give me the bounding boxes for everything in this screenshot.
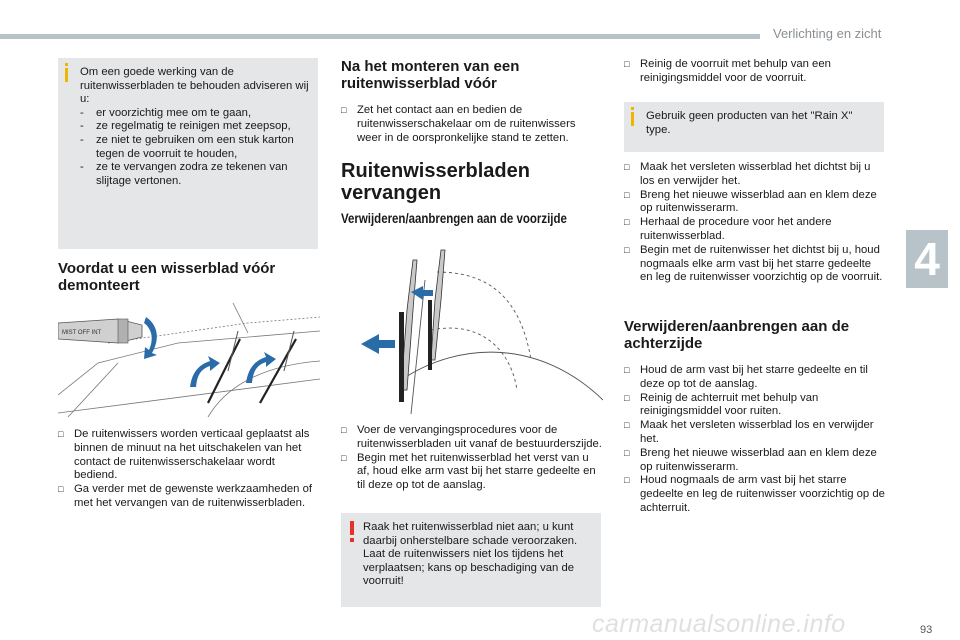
list-item bbox=[341, 452, 603, 493]
svg-text:MIST OFF INT: MIST OFF INT bbox=[62, 330, 102, 336]
heading-replace-blades: Ruitenwisserbladen vervangen bbox=[341, 160, 530, 204]
chapter-title: Verlichting en zicht bbox=[773, 26, 882, 41]
list-item: - er voorzichtig mee om te gaan, bbox=[80, 107, 312, 121]
info-box-care bbox=[58, 58, 318, 249]
arrow-left-icon bbox=[361, 334, 395, 354]
list-item-text: Begin met het ruitenwisserblad het verst van u af, houd elke arm vast bij het starre gedeelte en til deze op tot de aanslag. bbox=[357, 451, 596, 492]
info-intro: Om een goede werking van de ruitenwisserbladen te behouden adviseren wij u: bbox=[80, 66, 309, 106]
list-item bbox=[624, 244, 886, 285]
list-item bbox=[624, 189, 886, 217]
list-item bbox=[341, 424, 603, 452]
checkbox-bullet-icon: □ bbox=[624, 59, 630, 69]
info-icon bbox=[631, 107, 634, 110]
steps-after-mount bbox=[341, 104, 603, 145]
list-item bbox=[624, 58, 886, 86]
checkbox-bullet-icon: □ bbox=[624, 420, 630, 431]
checkbox-bullet-icon: □ bbox=[624, 162, 630, 172]
warning-icon bbox=[350, 521, 354, 535]
steps-before-demount bbox=[58, 428, 320, 511]
stalk-arrow-icon bbox=[144, 317, 157, 359]
checkbox-bullet-icon: □ bbox=[624, 189, 630, 200]
list-item bbox=[624, 216, 886, 244]
steps-rear-removal bbox=[624, 364, 886, 516]
heading-front-removal: Verwijderen/aanbrengen aan de voorzijde bbox=[341, 210, 567, 226]
list-item-text: Reinig de voorruit met behulp van een reinigingsmiddel voor de voorruit. bbox=[640, 58, 831, 84]
checkbox-bullet-icon: □ bbox=[624, 244, 630, 255]
info-rainx-text: Gebruik geen producten van het "Rain X" type. bbox=[646, 110, 853, 136]
list-item: - ze te vervangen zodra ze tekenen van slijtage vertonen. bbox=[80, 161, 312, 188]
list-item bbox=[624, 364, 886, 392]
watermark: carmanualsonline.info bbox=[592, 610, 846, 638]
info-icon-bar bbox=[631, 112, 634, 126]
checkbox-bullet-icon: □ bbox=[624, 365, 630, 375]
warning-icon-dot bbox=[350, 538, 354, 542]
info-icon bbox=[65, 63, 68, 66]
figure-blade-lift bbox=[341, 240, 603, 414]
list-item-text: Breng het nieuwe wisserblad aan en klem deze op ruitenwisserarm. bbox=[640, 446, 877, 473]
list-item-text: Begin met de ruitenwisser het dichtst bij u, houd nogmaals elke arm vast bij het starre gedeelte en leg de ruitenwisser voorzichtig op de voorruit. bbox=[640, 243, 883, 284]
list-item bbox=[624, 392, 886, 420]
list-item bbox=[624, 161, 886, 189]
list-item-text: Zet het contact aan en bedien de ruitenwisserschakelaar om de ruitenwissers weer in de oorspronkelijke stand te zetten. bbox=[357, 104, 576, 144]
steps-replace-front bbox=[624, 161, 886, 285]
figure-wipers-vertical bbox=[58, 303, 320, 417]
chapter-number: 4 bbox=[914, 233, 940, 285]
checkbox-bullet-icon: □ bbox=[341, 105, 347, 115]
checkbox-bullet-icon: □ bbox=[624, 447, 630, 458]
list-item-text: De ruitenwissers worden verticaal geplaatst als binnen de minuut na het uitschakelen van het contact de ruitenwisserschakelaar wordt bediend. bbox=[74, 428, 310, 482]
list-item-text: Breng het nieuwe wisserblad aan en klem deze op ruitenwisserarm. bbox=[640, 188, 877, 215]
curved-arrow-icon bbox=[190, 356, 220, 387]
list-item bbox=[58, 428, 320, 483]
info-icon-bar bbox=[65, 68, 68, 82]
checkbox-bullet-icon: □ bbox=[341, 425, 347, 435]
list-item bbox=[624, 419, 886, 447]
list-item-text: Houd nogmaals de arm vast bij het starre gedeelte en leg de ruitenwisser voorzichtig op de achterruit. bbox=[640, 474, 885, 514]
checkbox-bullet-icon: □ bbox=[624, 475, 630, 486]
list-item-text: Maak het versleten wisserblad los en verwijder het. bbox=[640, 419, 874, 445]
checkbox-bullet-icon: □ bbox=[58, 484, 64, 495]
chapter-number-tab bbox=[906, 230, 948, 288]
checkbox-bullet-icon: □ bbox=[624, 392, 630, 403]
list-item bbox=[341, 104, 603, 145]
list-item-text: Reinig de achterruit met behulp van reinigingsmiddel voor ruiten. bbox=[640, 391, 819, 418]
list-item-text: Houd de arm vast bij het starre gedeelte en til deze op tot de aanslag. bbox=[640, 364, 868, 390]
warning-box bbox=[341, 513, 601, 607]
info-list bbox=[80, 107, 312, 189]
checkbox-bullet-icon: □ bbox=[341, 452, 347, 463]
checkbox-bullet-icon: □ bbox=[58, 429, 64, 439]
info-box-rainx bbox=[624, 102, 884, 152]
list-item bbox=[624, 474, 886, 515]
list-item-text: Herhaal de procedure voor het andere ruitenwisserblad. bbox=[640, 216, 832, 242]
list-item: - ze niet te gebruiken om een stuk karton tegen de voorruit te houden, bbox=[80, 134, 312, 161]
warning-text: Raak het ruitenwisserblad niet aan; u kunt daarbij onherstelbare schade veroorzaken. Laat de ruitenwissers niet los tijdens het verplaatsen; kans op beschadiging van de voorruit! bbox=[363, 521, 578, 588]
wiper-stalk-icon bbox=[58, 319, 142, 343]
heading-after-mount: Na het monteren van een ruitenwisserblad vóór bbox=[341, 58, 520, 92]
list-item bbox=[58, 483, 320, 511]
list-item-text: Voer de vervangingsprocedures voor de ruitenwisserbladen uit vanaf de bestuurderszijde. bbox=[357, 424, 602, 450]
list-item-text: Ga verder met de gewenste werkzaamheden of met het vervangen van de ruitenwisserbladen. bbox=[74, 483, 312, 509]
steps-clean-windscreen bbox=[624, 58, 886, 86]
steps-front-removal bbox=[341, 424, 603, 493]
heading-rear-removal: Verwijderen/aanbrengen aan de achterzijde bbox=[624, 318, 850, 352]
page-number: 93 bbox=[920, 624, 933, 636]
curved-arrow-icon-2 bbox=[246, 352, 276, 383]
list-item bbox=[624, 447, 886, 475]
list-item: - ze regelmatig te reinigen met zeepsop, bbox=[80, 120, 312, 134]
list-item-text: Maak het versleten wisserblad het dichtst bij u los en verwijder het. bbox=[640, 161, 871, 187]
checkbox-bullet-icon: □ bbox=[624, 217, 630, 228]
header-band bbox=[0, 34, 760, 39]
wiper-blade-icon bbox=[399, 250, 445, 402]
heading-before-demount: Voordat u een wisserblad vóór demonteert bbox=[58, 260, 276, 294]
